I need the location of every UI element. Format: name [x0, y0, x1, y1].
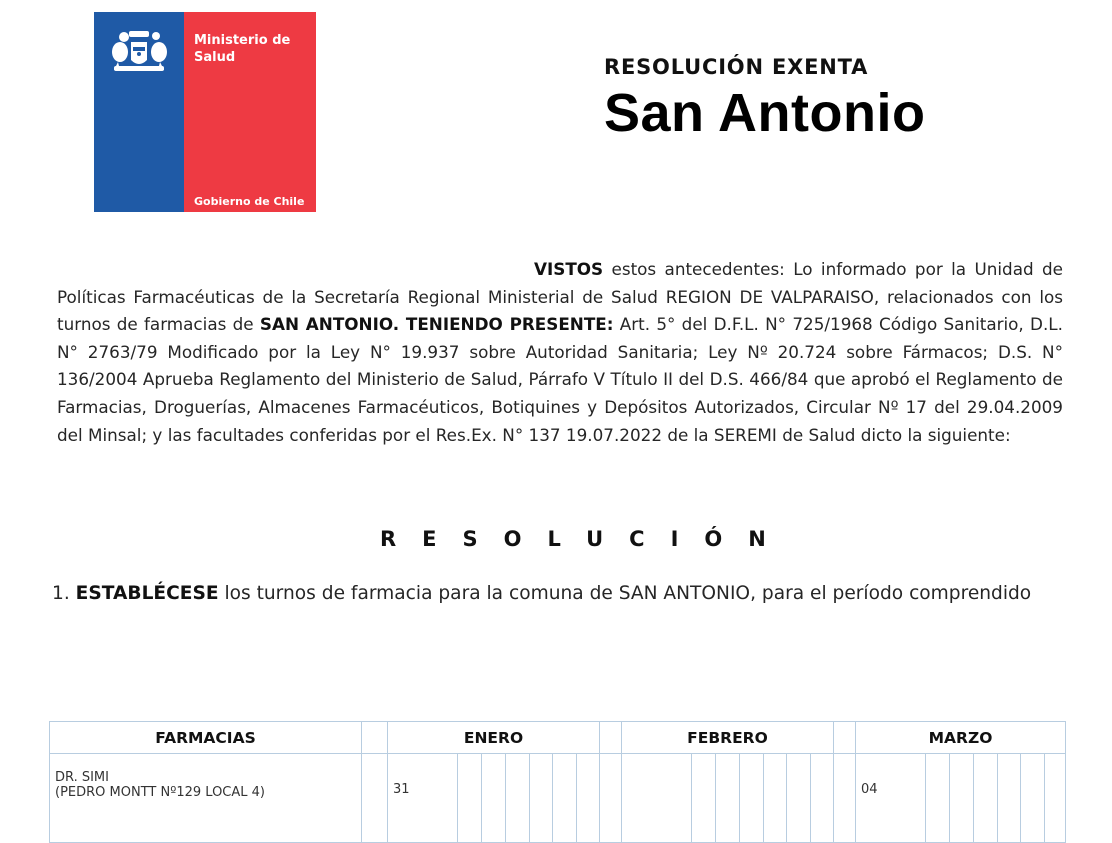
vistos-bold-2: SAN ANTONIO. TENIENDO PRESENTE:: [259, 314, 614, 335]
logo-ministry-name: Ministerio de Salud: [194, 33, 291, 65]
vistos-paragraph: [57, 256, 1063, 449]
header-marzo: MARZO: [856, 722, 1066, 754]
table-row: [50, 754, 1066, 843]
logo-red-panel: [184, 12, 316, 212]
header-febrero: FEBRERO: [622, 722, 834, 754]
ministry-logo: [94, 12, 316, 212]
vistos-text-1: estos antecedentes: Lo informado por la Unidad de Políticas Farmacéuticas de la Secretaría Regional Ministerial de Salud REGION DE VALPARAISO, relacionados con los turnos de farmacias de: [57, 259, 1063, 335]
item-text: los turnos de farmacia para la comuna de SAN ANTONIO, para el período comprendido: [218, 583, 1032, 604]
pharmacy-cell: [50, 754, 362, 843]
header-farmacias: FARMACIAS: [50, 722, 362, 754]
header-enero: ENERO: [388, 722, 600, 754]
resolution-type: RESOLUCIÓN EXENTA: [604, 55, 869, 79]
resolution-place: San Antonio: [604, 83, 926, 143]
enero-day: 31: [388, 754, 458, 843]
header-spacer: [600, 722, 622, 754]
marzo-day: 04: [856, 754, 926, 843]
pharmacy-schedule-table: [49, 721, 1066, 843]
logo-government-name: Gobierno de Chile: [194, 195, 305, 208]
vistos-text-2: Art. 5° del D.F.L. N° 725/1968 Código Sanitario, D.L. N° 2763/79 Modificado por la Ley N° 19.937 sobre Autoridad Sanitaria; Ley Nº 20.724 sobre Fármacos; D.S. N° 136/2004 Aprueba Reglamento del Ministerio de Salud, Párrafo V Título II del D.S. 466/84 que aprobó el Reglamento de Farmacias, Droguerías, Almacenes Farmacéuticos, Botiquines y Depósitos Autorizados, Circular Nº 17 del 29.04.2009 del Minsal; y las facultades conferidas por el Res.Ex. N° 137 19.07.2022 de la SEREMI de Salud dicto la siguiente:: [57, 314, 1063, 445]
table-header-row: [50, 722, 1066, 754]
coat-of-arms-icon: [104, 22, 174, 80]
pharmacy-address: (PEDRO MONTT Nº129 LOCAL 4): [55, 785, 265, 800]
vistos-lead: VISTOS: [534, 259, 604, 279]
logo-blue-panel: [94, 12, 184, 212]
item-bold: ESTABLÉCESE: [75, 583, 219, 604]
header-spacer: [834, 722, 856, 754]
pharmacy-name: DR. SIMI: [55, 770, 109, 785]
resolution-item-1: [52, 583, 1092, 604]
resolution-heading: RESOLUCIÓN: [380, 527, 792, 551]
header-spacer: [362, 722, 388, 754]
item-number: 1.: [52, 583, 70, 604]
